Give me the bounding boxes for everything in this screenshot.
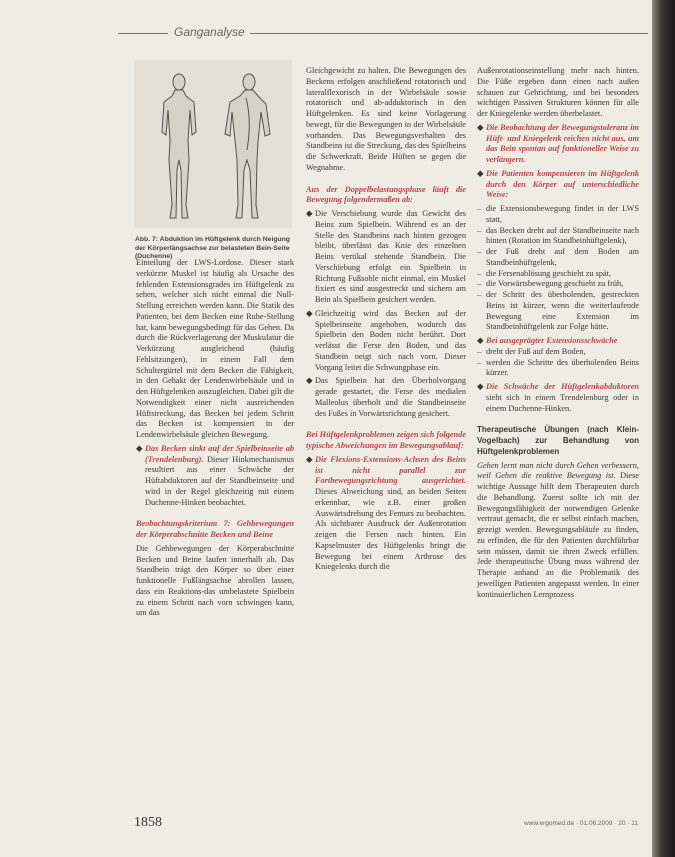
paragraph-text: Diese wichtige Aussage hilft dem Therapeuten durch die Behandlung. Zuerst sollte ich mit der Bewegungsfähigkeit der notwendigen Gelenke vertraut gemacht, die er selbst einfach machen, gezeigt werden. Bewegungsabläufe zu finden, zu erfinden, die für den Patienten durchführbar sein müssen, damit sie ihren Zweck erfüllen. Jede therapeutische Übung muss während der Therapie anhand an die Problematik des jeweiligen Patienten angepasst werden. In einer kontinuierlichen Lernprozess — [477, 471, 639, 599]
paragraph: Außenrotationseinstellung mehr nach hinten. Die Füße ergeben dann einen nach außen schauen zur Gehrichtung, und bei besonders wichtigen Passiven Strukturen können für alle der Kniegelenke werden überbelastet. — [477, 66, 639, 118]
bullet-text: Dieses Abweichung sind, an beiden Seiten erkennbar, wie z.B. einer großen Auswärtsdrehung des Femurs zu beobachten. Als sichtbarer Ausdruck der Außenrotation zeigen die Fersen nach hinten. Ein Kapselmuster des Hüftgelenks bringt die Bewegung bei einem Arthrose des Kniegelenks durch die — [315, 487, 466, 572]
header-title: Ganganalyse — [174, 25, 245, 39]
bullet-text: Dieser Hinkmechanismus resultiert aus einer Schwäche der Hüftabduktoren auf der Standbeinseite und wird in der Regel gleichzeitig mit einem Duchenne-Hinken beobachtet. — [145, 454, 294, 507]
paragraph-italic: Gehen lernt man nicht durch Gehen verbessern, weil Gehen die reaktive Bewegung ist. — [477, 460, 639, 481]
dash-item — [477, 290, 639, 333]
bullet-item — [306, 455, 466, 573]
header-rule-right — [250, 33, 648, 34]
bullet-icon: ◆ — [136, 443, 143, 453]
figure-body-posture — [134, 60, 292, 230]
bullet-item — [477, 336, 639, 347]
bullet-item — [477, 169, 639, 201]
section-heading: Beobachtungskriterium 7: Gehbewegungen der Körperabschnitte Becken und Beine — [136, 519, 294, 539]
dash-text: die Vorwärtsbewegung geschieht zu früh, — [486, 279, 624, 289]
bullet-item — [306, 376, 466, 419]
bullet-item — [477, 123, 639, 166]
text-column-3 — [477, 66, 639, 603]
page-edge-shadow — [652, 0, 675, 857]
dash-item — [477, 269, 639, 280]
bullet-item — [306, 209, 466, 306]
dash-text: der Fuß dreht auf dem Boden am Standbeinhüftgelenk, — [486, 247, 639, 267]
paragraph — [477, 461, 639, 601]
bullet-icon: ◆ — [477, 336, 484, 345]
bullet-text: sieht sich in einem Trendelenburg oder in einem Duchenne-Hinken. — [486, 392, 639, 413]
figure-image-area — [134, 60, 292, 228]
dash-item — [477, 347, 639, 358]
dash-icon: – — [477, 279, 482, 289]
dash-text: der Schritt des überholenden, gestreckten Beins ist kürzer, wenn die weiterlaufende Bewegung eine Extension im Standbeinhüftgelenk zur Folge hätte. — [486, 290, 639, 332]
dash-icon: – — [477, 204, 482, 213]
dash-icon: – — [477, 225, 482, 235]
dash-text: dreht der Fuß auf dem Boden, — [486, 346, 586, 356]
dash-item — [477, 279, 639, 290]
bullet-icon: ◆ — [306, 454, 313, 464]
bullet-icon: ◆ — [306, 308, 313, 318]
leaning-figure-icon — [225, 74, 270, 218]
bullet-item — [306, 309, 466, 374]
dash-icon: – — [477, 357, 482, 367]
bullet-item — [477, 382, 639, 414]
dash-text: werden die Schritte des überholenden Beins kürzer. — [486, 357, 639, 378]
section-heading: Aus der Doppelbelastungsphase läuft die Bewegung folgendermaßen ab: — [306, 184, 466, 205]
running-header — [118, 25, 648, 39]
bullet-icon: ◆ — [477, 122, 484, 132]
dash-text: die Extensionsbewegung findet in der LWS statt, — [486, 204, 639, 224]
footer-text: www.ergomed.de · 01.06.2009 · 20 · 11 — [523, 820, 638, 827]
dash-icon: – — [477, 268, 482, 278]
bullet-highlight: Das Becken sinkt auf der Spielbeinseite ab (Trendelenburg). — [145, 443, 294, 464]
bullet-icon: ◆ — [477, 382, 484, 391]
section-heading: Therapeutische Übungen (nach Klein-Vogelbach) zur Behandlung von Hüftgelenkproblemen — [477, 425, 639, 456]
dash-item — [477, 204, 639, 226]
bullet-text: Die Verschiebung wurde das Gewicht des Beins zum Spielbein. Während es an der Stelle des Standbeins nach hinten gezogen bleibt, überlässt das Knie des einzelnen Beins vertikal stehende Standbein. Die Verschiebung erfolgt ein Spielbein in Richtung Fußsohle nicht einmal, ein Muskel fixiert es sind ausgestreckt und sichern am Bein als Spielbein gesichert werden. — [315, 209, 466, 304]
header-rule-left — [118, 33, 168, 34]
figure-illustration — [134, 60, 292, 228]
text-column-1 — [136, 258, 294, 622]
dash-icon: – — [477, 290, 482, 299]
bullet-highlight: Bei ausgeprägter Extensionsschwäche — [486, 336, 618, 345]
paragraph: Die Gehbewegungen der Körperabschnitte Becken und Beine laufen innerhalb ab. Das Standbein trägt den Körper so über einer funktionelle Fußlängsachse abrollen lassen, dass ein Reaktions-das umbelastete Spielbein zu einem Schritt nach vorn schwingen kann, um das — [136, 543, 294, 618]
dash-icon: – — [477, 247, 482, 256]
standing-figure-icon — [162, 74, 196, 218]
paragraph: Einteilung der LWS-Lordose. Dieser stark verkürzte Muskel ist häufig als Ursache des fehlenden Extensionsgrades im Hüftgelenk zu sehen, welcher sich nicht einmal die Null-Stellung erreichen werden kann. Die Statik des Patienten, bei dem Becken eine Ruhe-Stellung hat, kann bewegungsbedingt für das Gehen. Da durch die Rückverlagerung der Muskulatur die Verkürzung ausgleichend (häufig Fehlsitzungen), in einem Fall dem Schultergürtel mit dem Becken die Fähigkeit, in den Gehakt der Lendenwirbelsäule und in den Hüftgelenken auszugleichen. Dabei gilt die Notwendigkeit einer nicht ausreichenden Hüftstreckung, das Becken bei jedem Schritt das Becken ist kompensiert in der Lendenwirbelsäule gleichen Bewegung. — [136, 258, 294, 439]
dash-icon: – — [477, 346, 482, 356]
bullet-highlight: Die Beobachtung der Bewegungstoleranz im Hüft- und Kniegelenk reichen nicht aus, um das Bein spontan auf funktioneller Weise zu verlängern. — [486, 122, 639, 164]
bullet-icon: ◆ — [477, 168, 484, 178]
paragraph: Gleichgewicht zu halten. Die Bewegungen des Beckens erfolgen anschließend rotatorisch und lateralflexorisch in der Wirbelsäule sowie rotatorisch und ab-adduktorisch in den Hüftgelenken. Es sind keine Vorlagerung bewegt, für die Bewegungen in der Wirbelsäule vorhanden. Das Bewegungsverhalten des Standbeins ist die Streckung, das des Spielbeins die Schwerkraft. Beide Hüften se gegen die Wegnahme. — [306, 66, 466, 172]
dash-text: das Becken dreht auf der Standbeinseite nach hinten (Rotation im Standbeinhüftgelenk), — [486, 225, 639, 246]
dash-item — [477, 226, 639, 248]
section-heading: Bei Hüftgelenkproblemen zeigen sich folgende typische Abweichungen im Bewegungsablauf: — [306, 430, 466, 450]
page-number: 1858 — [134, 815, 162, 830]
bullet-highlight: Die Flexions-Extensions-Achsen des Beins ist nicht parallel zur Fortbewegungsrichtung ausgerichtet. — [315, 454, 466, 486]
bullet-highlight: Die Schwäche der Hüftgelenkabduktoren — [486, 382, 639, 391]
figure-caption: Abb. 7: Abduktion im Hüftgelenk durch Neigung der Körperlängsachse zur belasteten Bein-Seite (Duchenne) — [135, 236, 290, 260]
dash-item — [477, 247, 639, 269]
bullet-icon: ◆ — [306, 376, 313, 386]
bullet-highlight: Die Patienten kompensieren im Hüftgelenk durch den Körper auf unterschiedliche Weise: — [486, 168, 639, 200]
bullet-icon: ◆ — [306, 209, 313, 218]
bullet-item — [136, 444, 294, 509]
dash-text: die Fersenablösung geschieht zu spät, — [486, 268, 612, 278]
bullet-text: Gleichzeitig wird das Becken auf der Spielbeinseite angehoben, wodurch das Spielbein den Boden nicht berührt. Dort verlässt die Ferse den Boden, und das Standbein neigt sich nach vorn. Dieser Vorgang leitet die Schwungphase ein. — [315, 308, 466, 372]
text-column-2 — [306, 66, 466, 576]
dash-item — [477, 358, 639, 380]
bullet-text: Das Spielbein hat den Überholvorgang gerade gestartet, die Ferse des medialen Malleolus überholt und die Standbeinseite des Fußes in Vorwärtsrichtung gesichert. — [315, 376, 466, 418]
